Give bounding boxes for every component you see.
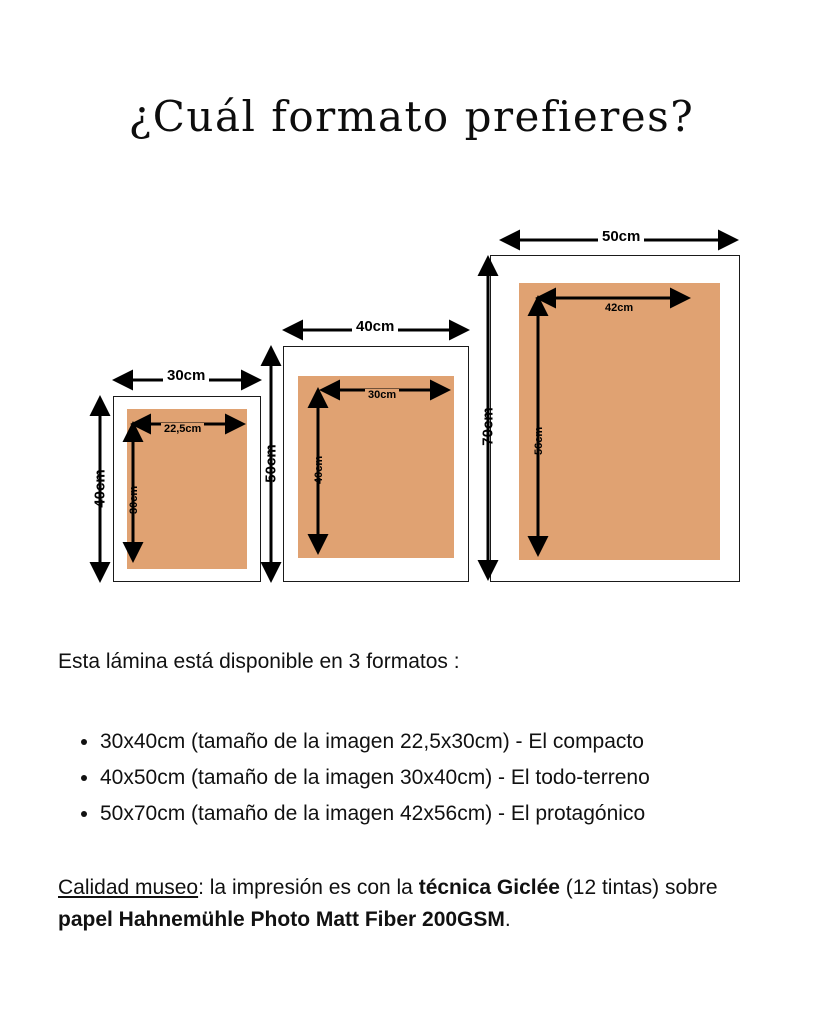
frame-40x50-image-width-label: 30cm [365, 389, 399, 401]
frame-30x40-image-width-label: 22,5cm [161, 423, 204, 435]
quality-part1: : la impresión es con la [198, 876, 419, 899]
formats-list [58, 724, 650, 832]
frame-30x40-image-height-label: 30cm [128, 485, 140, 514]
quality-part3: . [504, 907, 511, 931]
frame-30x40-outer-height-label: 40cm [91, 469, 109, 508]
quality-paper: papel Hahnemühle Photo Matt Fiber 200GSM [58, 907, 505, 931]
frame-40x50-outer-height-label: 50cm [262, 444, 280, 483]
quality-part2: (12 tintas) sobre [559, 876, 718, 899]
frame-50x70-image-height-label: 56cm [533, 426, 545, 455]
quality-technique: técnica Giclée [418, 876, 560, 899]
frame-50x70-image-width-label: 42cm [602, 302, 636, 314]
intro-text: Esta lámina está disponible en 3 formatos : [58, 650, 460, 673]
frame-50x70-image-area [519, 283, 720, 560]
frame-30x40-outer-width-label: 30cm [163, 367, 209, 384]
frame-50x70-outer-height-label: 70cm [479, 407, 497, 446]
list-item: • 40x50cm (tamaño de la imagen 30x40cm) - El todo-terreno [100, 760, 650, 796]
list-item: • 30x40cm (tamaño de la imagen 22,5x30cm) - El compacto [100, 724, 650, 760]
page-title: ¿Cuál formato prefieres? [128, 92, 695, 141]
quality-paragraph [58, 872, 774, 935]
frame-40x50-outer-width-label: 40cm [352, 318, 398, 335]
frame-50x70-outer-width-label: 50cm [598, 228, 644, 245]
quality-label: Calidad museo [58, 876, 199, 899]
frame-40x50-image-height-label: 40cm [313, 455, 325, 484]
list-item: • 50x70cm (tamaño de la imagen 42x56cm) - El protagónico [100, 796, 650, 832]
